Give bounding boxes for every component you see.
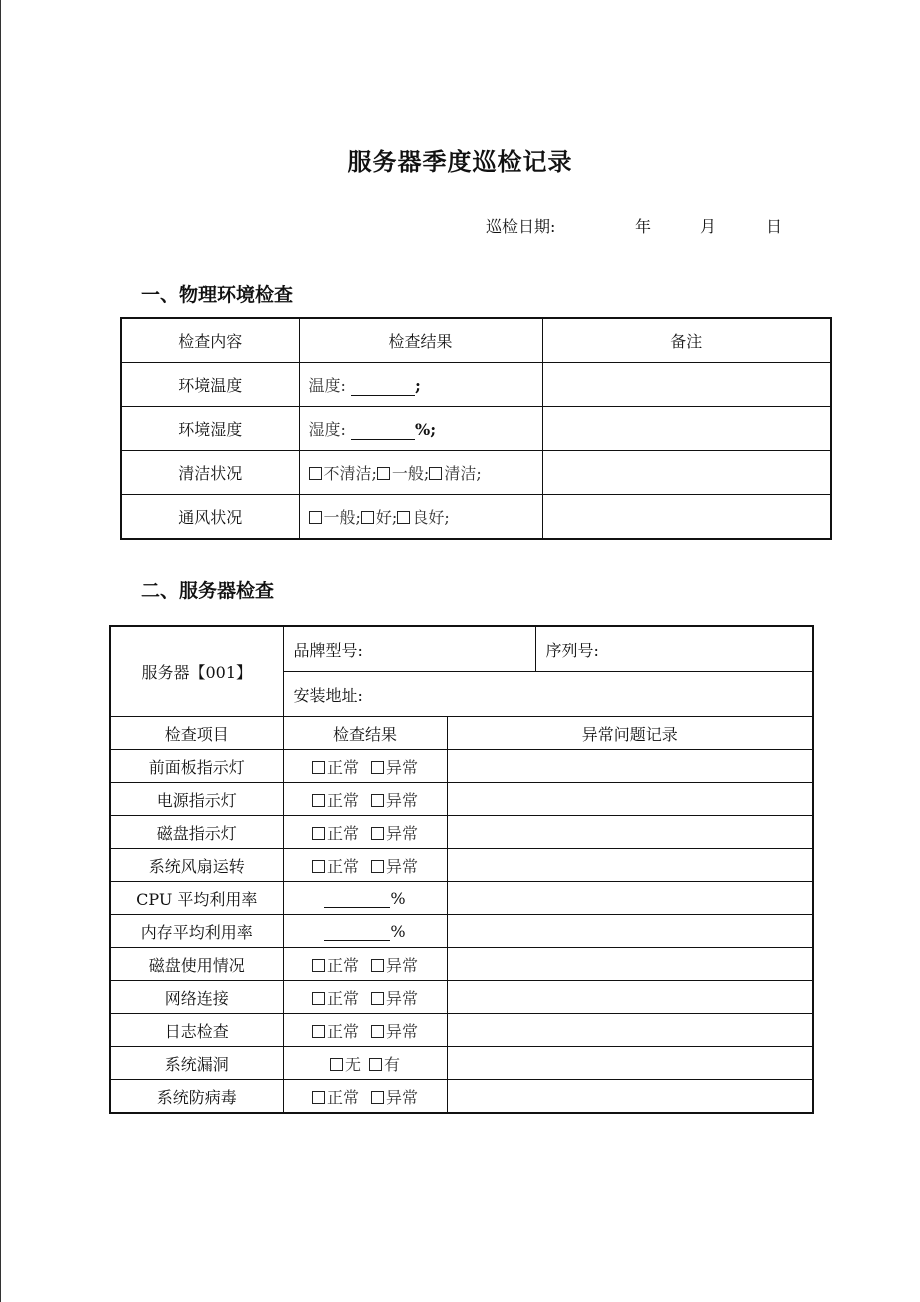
- item-disk-usage: 磁盘使用情况: [110, 948, 283, 981]
- date-month-label: 月: [700, 217, 717, 236]
- checkbox[interactable]: [312, 992, 325, 1005]
- section2-heading: 二、服务器检查: [141, 580, 275, 602]
- table-row: [121, 451, 831, 495]
- option-label: 清洁;: [444, 464, 482, 483]
- option-label: 好;: [375, 508, 398, 527]
- checkbox[interactable]: [312, 1091, 325, 1104]
- option-label: 正常: [326, 955, 359, 975]
- temperature-prefix: 温度:: [308, 376, 346, 395]
- anomaly-record-cell[interactable]: [447, 1047, 813, 1080]
- percent-sign: %: [390, 888, 406, 908]
- checkbox[interactable]: [371, 860, 384, 873]
- table-row: [110, 882, 813, 915]
- checkbox[interactable]: [309, 467, 322, 480]
- checkbox[interactable]: [312, 1025, 325, 1038]
- ventilation-remarks-cell[interactable]: [542, 495, 831, 540]
- anomaly-record-cell[interactable]: [447, 750, 813, 783]
- temperature-remarks-cell[interactable]: [542, 363, 831, 407]
- checkbox[interactable]: [361, 511, 374, 524]
- item-front-panel-light: 前面板指示灯: [110, 750, 283, 783]
- checkbox[interactable]: [309, 511, 322, 524]
- date-day-label: 日: [766, 217, 783, 236]
- table-row: [121, 407, 831, 451]
- header-remarks: 备注: [542, 318, 831, 363]
- checkbox[interactable]: [371, 794, 384, 807]
- table-row: [110, 915, 813, 948]
- humidity-input-line[interactable]: [351, 423, 415, 440]
- option-label: 异常: [386, 988, 419, 1008]
- anomaly-record-cell[interactable]: [447, 981, 813, 1014]
- server-check-table: [109, 625, 814, 1114]
- checkbox[interactable]: [377, 467, 390, 480]
- normal-abnormal-options: [283, 750, 447, 783]
- normal-abnormal-options: [283, 1080, 447, 1114]
- date-year-label: 年: [635, 217, 652, 236]
- option-label: 正常: [326, 790, 359, 810]
- option-label: 异常: [386, 1021, 419, 1041]
- table-row: [110, 816, 813, 849]
- temperature-suffix: ;: [415, 376, 421, 395]
- row-label-temperature: 环境温度: [121, 363, 299, 407]
- option-label: 正常: [326, 1087, 359, 1107]
- option-label: 正常: [326, 856, 359, 876]
- checkbox[interactable]: [312, 761, 325, 774]
- checkbox[interactable]: [371, 1091, 384, 1104]
- table-header-row: [121, 318, 831, 363]
- humidity-remarks-cell[interactable]: [542, 407, 831, 451]
- option-label: 异常: [386, 856, 419, 876]
- option-label: 不清洁;: [323, 464, 377, 483]
- checkbox[interactable]: [371, 959, 384, 972]
- table-row: [110, 948, 813, 981]
- memory-usage-input-line[interactable]: [324, 924, 390, 941]
- normal-abnormal-options: [283, 981, 447, 1014]
- anomaly-record-cell[interactable]: [447, 783, 813, 816]
- option-label: 正常: [326, 757, 359, 777]
- table-row: [110, 783, 813, 816]
- serial-number-cell[interactable]: [535, 626, 813, 672]
- header-anomaly-record: 异常问题记录: [447, 717, 813, 750]
- normal-abnormal-options: [283, 783, 447, 816]
- anomaly-record-cell[interactable]: [447, 816, 813, 849]
- checkbox[interactable]: [330, 1058, 343, 1071]
- header-check-result: 检查结果: [299, 318, 542, 363]
- cleanliness-options: [299, 451, 542, 495]
- ventilation-options: [299, 495, 542, 540]
- table-header-row: [110, 717, 813, 750]
- header-check-result: 检查结果: [283, 717, 447, 750]
- checkbox[interactable]: [371, 1025, 384, 1038]
- table-row: [110, 750, 813, 783]
- server-info-row: [110, 626, 813, 672]
- option-label: 正常: [326, 823, 359, 843]
- option-label: 异常: [386, 757, 419, 777]
- normal-abnormal-options: [283, 948, 447, 981]
- item-cpu-usage: CPU 平均利用率: [110, 882, 283, 915]
- checkbox[interactable]: [429, 467, 442, 480]
- item-antivirus: 系统防病毒: [110, 1080, 283, 1114]
- table-row: [121, 495, 831, 540]
- normal-abnormal-options: [283, 849, 447, 882]
- checkbox[interactable]: [312, 959, 325, 972]
- install-address-label: 安装地址:: [293, 685, 363, 705]
- serial-number-label: 序列号:: [545, 640, 599, 660]
- row-label-ventilation: 通风状况: [121, 495, 299, 540]
- option-label: 异常: [386, 823, 419, 843]
- table-row: [121, 363, 831, 407]
- row-label-humidity: 环境湿度: [121, 407, 299, 451]
- item-fan-running: 系统风扇运转: [110, 849, 283, 882]
- header-check-content: 检查内容: [121, 318, 299, 363]
- anomaly-record-cell[interactable]: [447, 1014, 813, 1047]
- anomaly-record-cell[interactable]: [447, 882, 813, 915]
- item-memory-usage: 内存平均利用率: [110, 915, 283, 948]
- server-id-label: 服务器【001】: [110, 626, 283, 717]
- checkbox[interactable]: [371, 761, 384, 774]
- item-log-check: 日志检查: [110, 1014, 283, 1047]
- option-label: 异常: [386, 955, 419, 975]
- percent-sign: %: [390, 921, 406, 941]
- option-label: 正常: [326, 1021, 359, 1041]
- temperature-input-line[interactable]: [351, 379, 415, 396]
- item-vulnerability: 系统漏洞: [110, 1047, 283, 1080]
- checkbox[interactable]: [371, 992, 384, 1005]
- row-label-cleanliness: 清洁状况: [121, 451, 299, 495]
- anomaly-record-cell[interactable]: [447, 948, 813, 981]
- brand-model-label: 品牌型号:: [293, 640, 363, 660]
- table-row: [110, 1047, 813, 1080]
- option-label: 良好;: [412, 508, 450, 527]
- checkbox[interactable]: [397, 511, 410, 524]
- item-disk-light: 磁盘指示灯: [110, 816, 283, 849]
- temperature-result: [299, 363, 542, 407]
- option-label: 一般;: [391, 464, 430, 483]
- option-label: 异常: [386, 790, 419, 810]
- anomaly-record-cell[interactable]: [447, 849, 813, 882]
- option-label: 无: [344, 1054, 361, 1074]
- option-label: 异常: [386, 1087, 419, 1107]
- table-row: [110, 849, 813, 882]
- humidity-result: [299, 407, 542, 451]
- inspection-date-label: 巡检日期:: [486, 217, 556, 236]
- anomaly-record-cell[interactable]: [447, 1080, 813, 1114]
- cpu-usage-result: [283, 882, 447, 915]
- checkbox[interactable]: [369, 1058, 382, 1071]
- table-row: [110, 1080, 813, 1114]
- humidity-prefix: 湿度:: [308, 420, 346, 439]
- header-check-item: 检查项目: [110, 717, 283, 750]
- left-margin-rule: [0, 0, 1, 1302]
- anomaly-record-cell[interactable]: [447, 915, 813, 948]
- none-have-options: [283, 1047, 447, 1080]
- normal-abnormal-options: [283, 816, 447, 849]
- environment-check-table: [120, 317, 832, 540]
- item-network: 网络连接: [110, 981, 283, 1014]
- checkbox[interactable]: [312, 794, 325, 807]
- normal-abnormal-options: [283, 1014, 447, 1047]
- checkbox[interactable]: [312, 827, 325, 840]
- checkbox[interactable]: [371, 827, 384, 840]
- memory-usage-result: [283, 915, 447, 948]
- humidity-suffix: %;: [415, 420, 437, 439]
- checkbox[interactable]: [312, 860, 325, 873]
- table-row: [110, 1014, 813, 1047]
- item-power-light: 电源指示灯: [110, 783, 283, 816]
- cpu-usage-input-line[interactable]: [324, 891, 390, 908]
- section1-heading: 一、物理环境检查: [141, 284, 294, 306]
- document-title: 服务器季度巡检记录: [347, 148, 573, 176]
- table-row: [110, 981, 813, 1014]
- cleanliness-remarks-cell[interactable]: [542, 451, 831, 495]
- install-address-cell[interactable]: [283, 672, 813, 717]
- option-label: 正常: [326, 988, 359, 1008]
- option-label: 有: [384, 1054, 401, 1074]
- option-label: 一般;: [323, 508, 361, 527]
- brand-model-cell[interactable]: [283, 626, 535, 672]
